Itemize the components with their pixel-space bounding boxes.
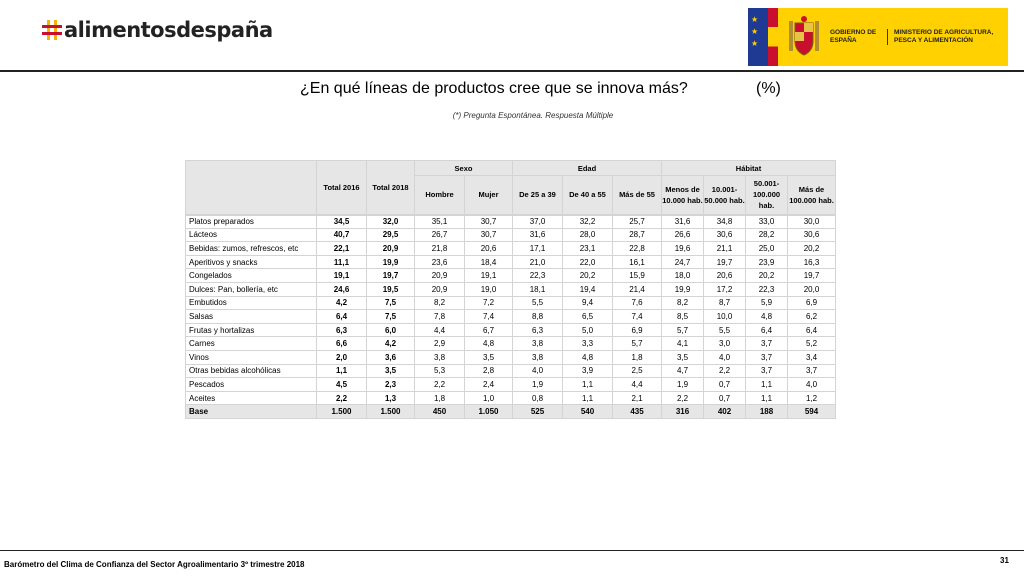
header-group-edad: Edad	[513, 161, 662, 176]
header-habitat-2: 10.001- 50.000 hab.	[704, 176, 746, 215]
table-cell: 22,3	[513, 269, 563, 283]
table-cell: 1,8	[415, 391, 465, 405]
table-cell: 6,5	[563, 310, 613, 324]
table-cell: 7,5	[367, 296, 415, 310]
base-cell: 188	[746, 405, 788, 419]
table-cell: 32,2	[563, 215, 613, 229]
table-cell: 5,3	[415, 364, 465, 378]
header-edad-mas-55: Más de 55	[613, 176, 662, 215]
page-header	[0, 0, 1024, 70]
table-cell: 35,1	[415, 215, 465, 229]
table-cell: 30,6	[788, 228, 836, 242]
base-cell: 450	[415, 405, 465, 419]
row-label: Pescados	[186, 378, 317, 392]
base-cell: 540	[563, 405, 613, 419]
table-cell: 7,4	[613, 310, 662, 324]
coat-of-arms-icon	[784, 13, 824, 61]
table-cell: 6,4	[317, 310, 367, 324]
row-label: Congelados	[186, 269, 317, 283]
table-cell: 19,5	[367, 282, 415, 296]
table-cell: 19,6	[662, 242, 704, 256]
table-cell: 4,7	[662, 364, 704, 378]
table-cell: 1,9	[513, 378, 563, 392]
table-row	[186, 242, 836, 256]
table-cell: 4,8	[465, 337, 513, 351]
table-cell: 3,9	[563, 364, 613, 378]
results-table	[185, 160, 836, 419]
table-cell: 4,5	[317, 378, 367, 392]
table-cell: 4,8	[563, 350, 613, 364]
table-cell: 21,0	[513, 255, 563, 269]
base-cell: 316	[662, 405, 704, 419]
table-row	[186, 350, 836, 364]
table-cell: 22,8	[613, 242, 662, 256]
table-row	[186, 215, 836, 229]
table-cell: 21,8	[415, 242, 465, 256]
table-cell: 2,2	[415, 378, 465, 392]
table-cell: 40,7	[317, 228, 367, 242]
table-cell: 19,1	[317, 269, 367, 283]
table-cell: 6,0	[367, 323, 415, 337]
table-cell: 30,6	[704, 228, 746, 242]
table-cell: 23,6	[415, 255, 465, 269]
header-hombre: Hombre	[415, 176, 465, 215]
table-cell: 34,8	[704, 215, 746, 229]
table-cell: 28,7	[613, 228, 662, 242]
footer-divider	[0, 550, 1024, 551]
base-cell: 402	[704, 405, 746, 419]
table-row	[186, 364, 836, 378]
table-cell: 2,0	[317, 350, 367, 364]
page-title: ¿En qué líneas de productos cree que se innova más?	[300, 80, 688, 97]
eu-stars-icon: ★ ★ ★	[751, 15, 759, 48]
row-label: Dulces: Pan, bollería, etc	[186, 282, 317, 296]
brand-logo	[42, 18, 273, 42]
base-row	[186, 405, 836, 419]
table-cell: 3,7	[746, 364, 788, 378]
table-cell: 15,9	[613, 269, 662, 283]
empty-corner-header	[186, 161, 317, 215]
row-label: Platos preparados	[186, 215, 317, 229]
table-cell: 23,9	[746, 255, 788, 269]
table-row	[186, 282, 836, 296]
table-cell: 20,2	[788, 242, 836, 256]
header-total-2016: Total 2016	[317, 161, 367, 215]
table-cell: 1,0	[465, 391, 513, 405]
table-cell: 3,5	[367, 364, 415, 378]
gov-label: GOBIERNO DE ESPAÑA	[830, 29, 888, 45]
table-cell: 1,8	[613, 350, 662, 364]
table-cell: 2,3	[367, 378, 415, 392]
table-cell: 1,1	[563, 391, 613, 405]
table-cell: 2,5	[613, 364, 662, 378]
table-cell: 3,3	[563, 337, 613, 351]
page-number: 31	[1000, 556, 1009, 565]
table-cell: 1,3	[367, 391, 415, 405]
table-cell: 3,7	[746, 337, 788, 351]
header-habitat-3: 50.001- 100.000 hab.	[746, 176, 788, 215]
table-cell: 8,8	[513, 310, 563, 324]
table-cell: 26,6	[662, 228, 704, 242]
table-row	[186, 391, 836, 405]
table-row	[186, 323, 836, 337]
table-cell: 3,8	[513, 337, 563, 351]
table-cell: 6,9	[613, 323, 662, 337]
table-cell: 19,7	[788, 269, 836, 283]
table-cell: 6,6	[317, 337, 367, 351]
table-cell: 3,4	[788, 350, 836, 364]
table-cell: 29,5	[367, 228, 415, 242]
table-cell: 2,4	[465, 378, 513, 392]
table-cell: 33,0	[746, 215, 788, 229]
table-cell: 2,2	[317, 391, 367, 405]
row-label: Bebidas: zumos, refrescos, etc	[186, 242, 317, 256]
base-cell: 435	[613, 405, 662, 419]
table-cell: 19,4	[563, 282, 613, 296]
table-cell: 6,7	[465, 323, 513, 337]
table-cell: 21,4	[613, 282, 662, 296]
table-cell: 20,6	[465, 242, 513, 256]
base-label: Base	[186, 405, 317, 419]
table-cell: 19,7	[367, 269, 415, 283]
table-cell: 6,9	[788, 296, 836, 310]
table-cell: 3,5	[465, 350, 513, 364]
table-cell: 5,5	[513, 296, 563, 310]
table-cell: 31,6	[662, 215, 704, 229]
table-cell: 21,1	[704, 242, 746, 256]
table-cell: 34,5	[317, 215, 367, 229]
table-cell: 20,6	[704, 269, 746, 283]
table-cell: 18,4	[465, 255, 513, 269]
row-label: Salsas	[186, 310, 317, 324]
table-cell: 20,2	[563, 269, 613, 283]
table-row	[186, 310, 836, 324]
table-cell: 3,8	[415, 350, 465, 364]
table-cell: 4,1	[662, 337, 704, 351]
table-cell: 0,7	[704, 378, 746, 392]
table-cell: 4,2	[367, 337, 415, 351]
row-label: Aceites	[186, 391, 317, 405]
header-group-habitat: Hábitat	[662, 161, 836, 176]
table-row	[186, 337, 836, 351]
base-cell: 525	[513, 405, 563, 419]
table-cell: 3,8	[513, 350, 563, 364]
table-cell: 4,2	[317, 296, 367, 310]
table-cell: 8,7	[704, 296, 746, 310]
table-row	[186, 228, 836, 242]
table-cell: 16,1	[613, 255, 662, 269]
table-cell: 3,5	[662, 350, 704, 364]
table-cell: 19,7	[704, 255, 746, 269]
table-cell: 7,6	[613, 296, 662, 310]
table-cell: 37,0	[513, 215, 563, 229]
table-cell: 5,7	[662, 323, 704, 337]
table-cell: 9,4	[563, 296, 613, 310]
header-habitat-4: Más de 100.000 hab.	[788, 176, 836, 215]
table-cell: 2,2	[704, 364, 746, 378]
table-cell: 1,1	[746, 378, 788, 392]
table-cell: 1,1	[746, 391, 788, 405]
table-cell: 4,4	[613, 378, 662, 392]
row-label: Embutidos	[186, 296, 317, 310]
table-cell: 4,0	[513, 364, 563, 378]
table-cell: 25,7	[613, 215, 662, 229]
table-cell: 0,7	[704, 391, 746, 405]
brand-name: alimentosdespaña	[64, 18, 273, 42]
header-edad-25-39: De 25 a 39	[513, 176, 563, 215]
table-cell: 2,2	[662, 391, 704, 405]
table-cell: 3,7	[788, 364, 836, 378]
table-cell: 1,9	[662, 378, 704, 392]
table-cell: 26,7	[415, 228, 465, 242]
table-cell: 20,9	[415, 269, 465, 283]
hash-icon	[42, 20, 62, 40]
table-cell: 16,3	[788, 255, 836, 269]
table-cell: 20,9	[415, 282, 465, 296]
table-cell: 3,6	[367, 350, 415, 364]
table-cell: 28,2	[746, 228, 788, 242]
table-cell: 11,1	[317, 255, 367, 269]
spain-flag-icon	[768, 8, 778, 66]
table-cell: 30,0	[788, 215, 836, 229]
table-cell: 19,9	[367, 255, 415, 269]
table-cell: 6,3	[317, 323, 367, 337]
table-cell: 24,6	[317, 282, 367, 296]
row-label: Vinos	[186, 350, 317, 364]
table-cell: 5,5	[704, 323, 746, 337]
table-cell: 2,8	[465, 364, 513, 378]
base-cell: 594	[788, 405, 836, 419]
table-cell: 19,0	[465, 282, 513, 296]
table-row	[186, 269, 836, 283]
government-logo	[748, 8, 1008, 66]
table-row	[186, 378, 836, 392]
table-cell: 8,2	[662, 296, 704, 310]
table-cell: 23,1	[563, 242, 613, 256]
table-cell: 22,0	[563, 255, 613, 269]
table-cell: 4,0	[704, 350, 746, 364]
table-cell: 20,9	[367, 242, 415, 256]
table-cell: 7,4	[465, 310, 513, 324]
table-cell: 1,1	[317, 364, 367, 378]
table-cell: 0,8	[513, 391, 563, 405]
table-cell: 20,0	[788, 282, 836, 296]
header-total-2018: Total 2018	[367, 161, 415, 215]
row-label: Aperitivos y snacks	[186, 255, 317, 269]
header-divider	[0, 70, 1024, 72]
header-mujer: Mujer	[465, 176, 513, 215]
table-cell: 3,7	[746, 350, 788, 364]
table-cell: 1,1	[563, 378, 613, 392]
table-cell: 5,9	[746, 296, 788, 310]
table-cell: 18,1	[513, 282, 563, 296]
table-cell: 18,0	[662, 269, 704, 283]
table-cell: 7,2	[465, 296, 513, 310]
footer-text: Barómetro del Clima de Confianza del Sector Agroalimentario 3º trimestre 2018	[4, 560, 305, 569]
table-cell: 25,0	[746, 242, 788, 256]
unit-label: (%)	[756, 80, 781, 97]
table-cell: 6,2	[788, 310, 836, 324]
table-cell: 22,1	[317, 242, 367, 256]
table-cell: 20,2	[746, 269, 788, 283]
header-group-sexo: Sexo	[415, 161, 513, 176]
table-cell: 30,7	[465, 228, 513, 242]
table-cell: 22,3	[746, 282, 788, 296]
table-cell: 2,9	[415, 337, 465, 351]
table-cell: 5,7	[613, 337, 662, 351]
table-row	[186, 255, 836, 269]
table-cell: 6,4	[746, 323, 788, 337]
table-cell: 8,2	[415, 296, 465, 310]
table-cell: 10,0	[704, 310, 746, 324]
table-cell: 7,5	[367, 310, 415, 324]
table-cell: 1,2	[788, 391, 836, 405]
table-cell: 8,5	[662, 310, 704, 324]
row-label: Lácteos	[186, 228, 317, 242]
table-cell: 3,0	[704, 337, 746, 351]
table-cell: 4,8	[746, 310, 788, 324]
ministry-label: MINISTERIO DE AGRICULTURA, PESCA Y ALIMENTACIÓN	[894, 29, 994, 44]
row-label: Carnes	[186, 337, 317, 351]
table-cell: 32,0	[367, 215, 415, 229]
table-cell: 7,8	[415, 310, 465, 324]
page-subtitle: (*) Pregunta Espontánea. Respuesta Múltiple	[452, 111, 614, 120]
header-edad-40-55: De 40 a 55	[563, 176, 613, 215]
table-cell: 2,1	[613, 391, 662, 405]
table-cell: 5,0	[563, 323, 613, 337]
table-cell: 17,1	[513, 242, 563, 256]
base-cell: 1.050	[465, 405, 513, 419]
table-cell: 5,2	[788, 337, 836, 351]
table-cell: 4,0	[788, 378, 836, 392]
table-cell: 4,4	[415, 323, 465, 337]
table-cell: 24,7	[662, 255, 704, 269]
base-cell: 1.500	[367, 405, 415, 419]
table-cell: 17,2	[704, 282, 746, 296]
table-cell: 31,6	[513, 228, 563, 242]
header-habitat-1: Menos de 10.000 hab.	[662, 176, 704, 215]
table-cell: 28,0	[563, 228, 613, 242]
table-cell: 6,4	[788, 323, 836, 337]
table-row	[186, 296, 836, 310]
table-cell: 6,3	[513, 323, 563, 337]
table-body	[186, 215, 836, 419]
row-label: Frutas y hortalizas	[186, 323, 317, 337]
table-cell: 19,9	[662, 282, 704, 296]
table-cell: 19,1	[465, 269, 513, 283]
row-label: Otras bebidas alcohólicas	[186, 364, 317, 378]
base-cell: 1.500	[317, 405, 367, 419]
table-cell: 30,7	[465, 215, 513, 229]
